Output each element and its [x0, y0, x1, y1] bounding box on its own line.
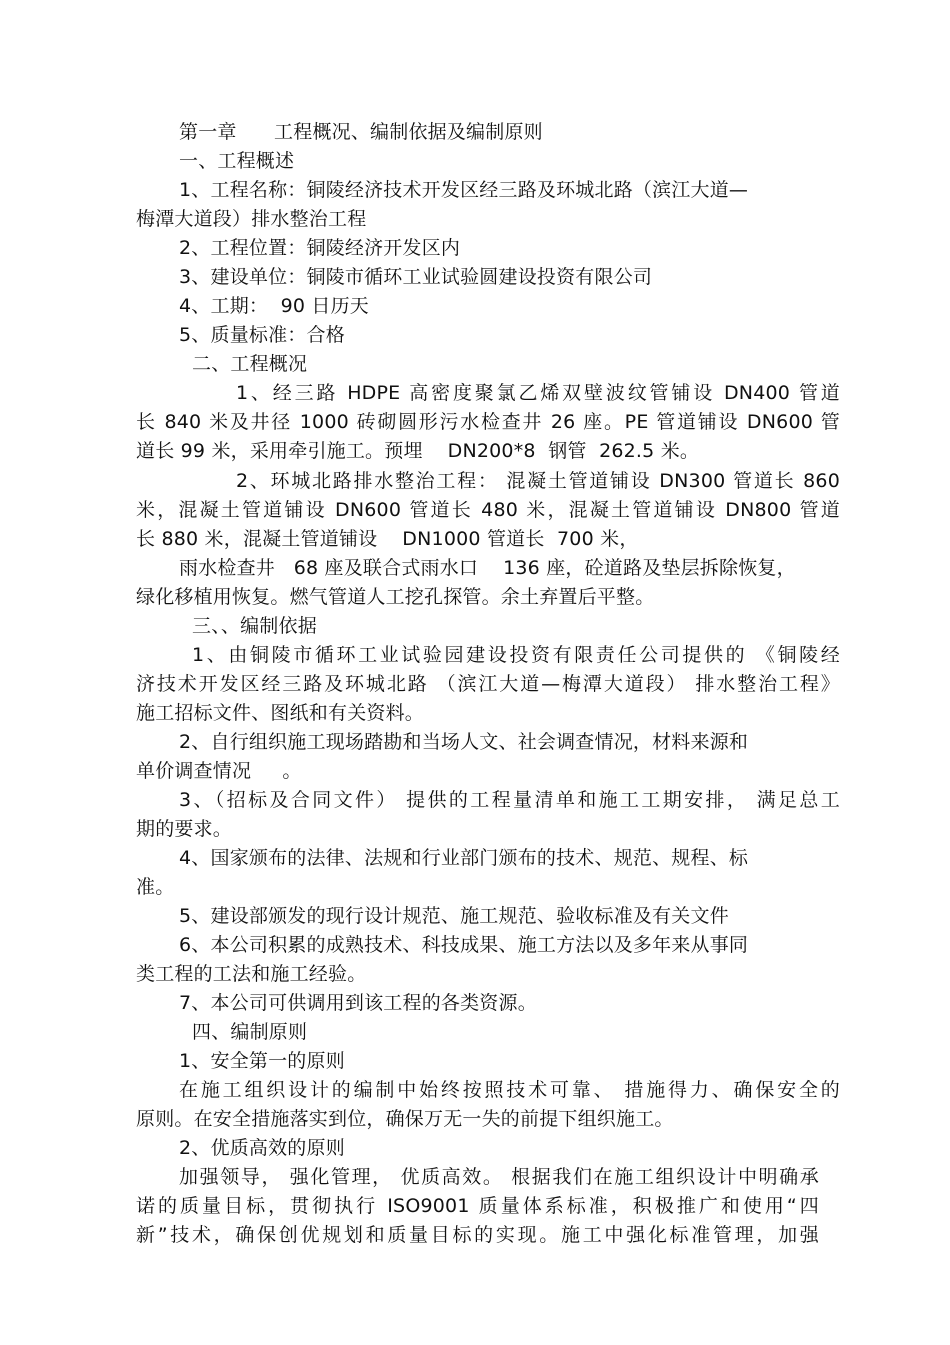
paragraph-line: 米，混凝土管道铺设 DN600 管道长 480 米，混凝土管道铺设 DN800 管道: [136, 499, 840, 521]
paragraph-line: 7、本公司可供调用到该工程的各类资源。: [179, 992, 537, 1014]
paragraph-line: 雨水检查井 68 座及联合式雨水口 136 座，砼道路及垫层拆除恢复，: [179, 557, 796, 579]
paragraph-line: 新”技术，确保创优规划和质量目标的实现。施工中强化标准管理，加强: [136, 1224, 819, 1246]
paragraph-line: 梅潭大道段）排水整治工程: [136, 208, 367, 230]
paragraph-line: 施工招标文件、图纸和有关资料。: [136, 702, 425, 724]
paragraph-line: 4、国家颁布的法律、法规和行业部门颁布的技术、规范、规程、标: [179, 847, 749, 869]
paragraph-line: 6、本公司积累的成熟技术、科技成果、施工方法以及多年来从事同: [179, 934, 749, 956]
paragraph-line: 准。: [136, 876, 175, 898]
paragraph-line: 加强领导， 强化管理， 优质高效。 根据我们在施工组织设计中明确承: [179, 1166, 819, 1188]
paragraph-line: 期的要求。: [136, 818, 233, 840]
paragraph-line: 1、由铜陵市循环工业试验园建设投资有限责任公司提供的 《铜陵经: [192, 644, 840, 666]
subsection-heading: 2、优质高效的原则: [179, 1137, 345, 1159]
paragraph-line: 诺的质量目标，贯彻执行 ISO9001 质量体系标准，积极推广和使用“四: [136, 1195, 819, 1217]
subsection-heading: 1、安全第一的原则: [179, 1050, 345, 1072]
paragraph-line: 长 840 米及井径 1000 砖砌圆形污水检查井 26 座。PE 管道铺设 DN600 管: [136, 411, 840, 433]
paragraph-line: 5、建设部颁发的现行设计规范、施工规范、验收标准及有关文件: [179, 905, 729, 927]
paragraph-line: 3、建设单位：铜陵市循环工业试验圆建设投资有限公司: [179, 266, 653, 288]
paragraph-line: 在施工组织设计的编制中始终按照技术可靠、 措施得力、确保安全的: [179, 1079, 840, 1101]
paragraph-line: 长 880 米，混凝土管道铺设 DN1000 管道长 700 米，: [136, 528, 639, 550]
paragraph-line: 道长 99 米，采用牵引施工。预埋 DN200*8 钢管 262.5 米。: [136, 440, 700, 462]
paragraph-line: 2、环城北路排水整治工程： 混凝土管道铺设 DN300 管道长 860: [236, 470, 840, 492]
section-heading: 四、编制原则: [192, 1021, 308, 1043]
paragraph-line: 2、自行组织施工现场踏勘和当场人文、社会调查情况，材料来源和: [179, 731, 749, 753]
section-heading: 一、工程概述: [179, 150, 295, 172]
paragraph-line: 3、（招标及合同文件） 提供的工程量清单和施工工期安排， 满足总工: [179, 789, 840, 811]
paragraph-line: 1、经三路 HDPE 高密度聚氯乙烯双壁波纹管铺设 DN400 管道: [236, 382, 840, 404]
paragraph-line: 4、工期： 90 日历天: [179, 295, 369, 317]
paragraph-line: 2、工程位置：铜陵经济开发区内: [179, 237, 461, 259]
paragraph-line: 5、质量标准：合格: [179, 324, 345, 346]
paragraph-line: 绿化移植用恢复。燃气管道人工挖孔探管。余土弃置后平整。: [136, 586, 655, 608]
paragraph-line: 1、工程名称：铜陵经济技术开发区经三路及环城北路（滨江大道—: [179, 179, 749, 201]
paragraph-line: 单价调查情况 。: [136, 760, 302, 782]
section-heading: 二、工程概况: [192, 353, 308, 375]
section-heading: 三、、编制依据: [192, 615, 317, 637]
paragraph-line: 类工程的工法和施工经验。: [136, 963, 367, 985]
paragraph-line: 原则。在安全措施落实到位，确保万无一失的前提下组织施工。: [136, 1108, 674, 1130]
paragraph-line: 济技术开发区经三路及环城北路 （滨江大道—梅潭大道段） 排水整治工程》: [136, 673, 840, 695]
chapter-title: 第一章 工程概况、编制依据及编制原则: [179, 121, 543, 143]
